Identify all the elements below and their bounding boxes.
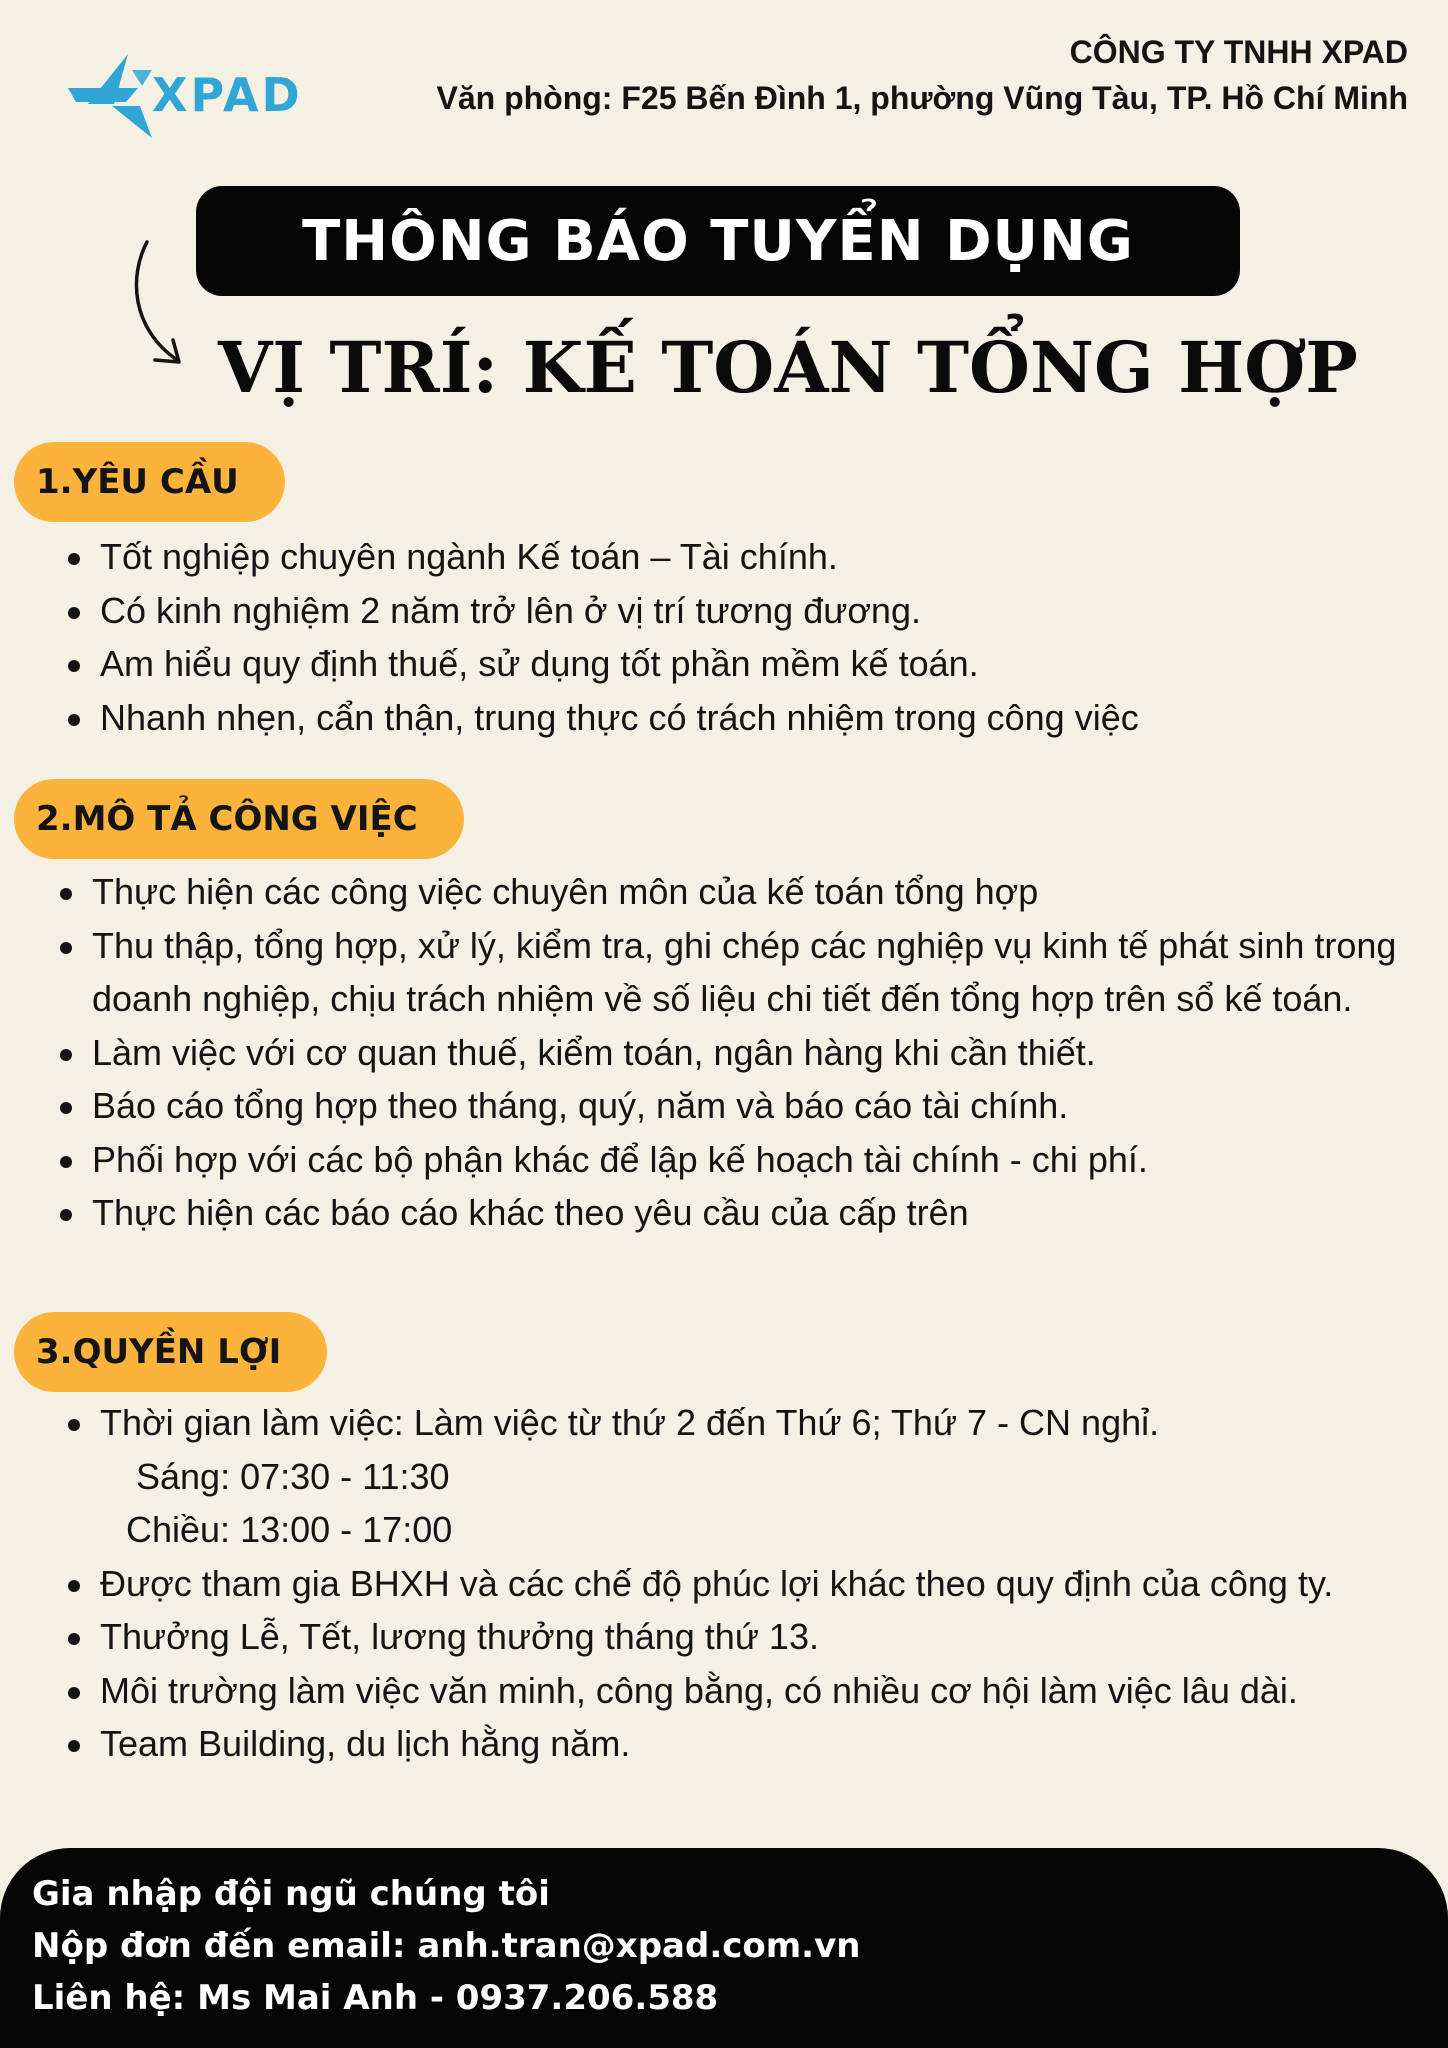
curved-arrow-icon [125, 236, 205, 376]
announcement-banner: THÔNG BÁO TUYỂN DỤNG [196, 186, 1240, 296]
company-address: Văn phòng: F25 Bến Đình 1, phường Vũng Tàu, TP. Hồ Chí Minh [436, 80, 1408, 116]
footer-tagline: Gia nhập đội ngũ chúng tôi [32, 1874, 550, 1914]
logo-text: XPAD [152, 68, 303, 122]
job-description-list [58, 865, 1418, 1240]
section-heading-requirements: 1.YÊU CẦU [14, 442, 285, 522]
list-item: Thu thập, tổng hợp, xử lý, kiểm tra, ghi chép các nghiệp vụ kinh tế phát sinh trong doanh nghiệp, chịu trách nhiệm về số liệu chi tiết đến tổng hợp trên sổ kế toán. [58, 919, 1418, 1026]
footer-contact-panel [0, 1848, 1448, 2048]
list-item: Thời gian làm việc: Làm việc từ thứ 2 đến Thứ 6; Thứ 7 - CN nghỉ. [66, 1396, 1436, 1450]
position-title: VỊ TRÍ: KẾ TOÁN TỔNG HỢP [218, 326, 1358, 409]
section-heading-job-description: 2.MÔ TẢ CÔNG VIỆC [14, 779, 464, 859]
morning-hours: Sáng: 07:30 - 11:30 [136, 1455, 450, 1497]
list-item: Môi trường làm việc văn minh, công bằng, có nhiều cơ hội làm việc lâu dài. [66, 1664, 1436, 1718]
company-name: CÔNG TY TNHH XPAD [1069, 34, 1408, 70]
footer-email: Nộp đơn đến email: anh.tran@xpad.com.vn [32, 1926, 861, 1966]
benefits-list [66, 1396, 1436, 1771]
section-heading-benefits: 3.QUYỀN LỢI [14, 1312, 327, 1392]
list-item: Tốt nghiệp chuyên ngành Kế toán – Tài chính. [66, 530, 1426, 584]
company-info [436, 30, 1408, 122]
list-item: Thực hiện các báo cáo khác theo yêu cầu của cấp trên [58, 1186, 1418, 1240]
afternoon-hours: Chiều: 13:00 - 17:00 [126, 1509, 453, 1550]
list-item: Am hiểu quy định thuế, sử dụng tốt phần mềm kế toán. [66, 637, 1426, 691]
list-item: Thực hiện các công việc chuyên môn của kế toán tổng hợp [58, 865, 1418, 919]
list-item: Team Building, du lịch hằng năm. [66, 1717, 1436, 1771]
list-item: Được tham gia BHXH và các chế độ phúc lợi khác theo quy định của công ty. [66, 1557, 1436, 1611]
footer-contact: Liên hệ: Ms Mai Anh - 0937.206.588 [32, 1978, 719, 2018]
list-item: Thưởng Lễ, Tết, lương thưởng tháng thứ 13. [66, 1610, 1436, 1664]
requirements-list [66, 530, 1426, 744]
list-item: Báo cáo tổng hợp theo tháng, quý, năm và báo cáo tài chính. [58, 1079, 1418, 1133]
list-item: Nhanh nhẹn, cẩn thận, trung thực có trách nhiệm trong công việc [66, 691, 1426, 745]
list-item: Phối hợp với các bộ phận khác để lập kế hoạch tài chính - chi phí. [58, 1133, 1418, 1187]
list-item: Làm việc với cơ quan thuế, kiểm toán, ngân hàng khi cần thiết. [58, 1026, 1418, 1080]
list-item: Có kinh nghiệm 2 năm trở lên ở vị trí tương đương. [66, 584, 1426, 638]
